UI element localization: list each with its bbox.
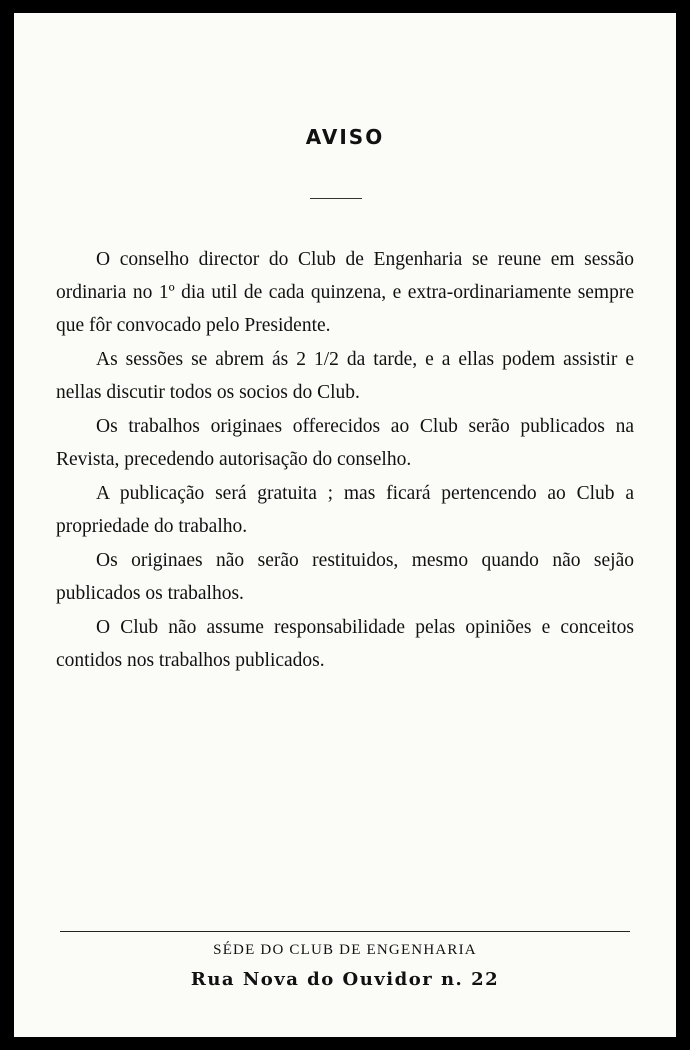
paragraph-originals-not-returned: Os originaes não serão restituidos, mesmo quando não sejão publicados os trabalhos.	[56, 550, 634, 604]
footer-divider	[60, 931, 630, 932]
paragraph-responsibility: O Club não assume responsabilidade pelas opiniões e conceitos contidos nos trabalhos publicados.	[56, 617, 634, 671]
paragraph-council-meetings: O conselho director do Club de Engenharia se reune em sessão ordinaria no 1º dia util de cada quinzena, e extra-ordinariamente sempre que fôr convocado pelo Presidente.	[56, 249, 634, 336]
footer-address: Rua Nova do Ouvidor n. 22	[190, 969, 500, 990]
footer-seat: SÉDE DO CLUB DE ENGENHARIA	[213, 942, 477, 958]
paragraph-original-works: Os trabalhos originaes offerecidos ao Club serão publicados na Revista, precedendo autorisação do conselho.	[56, 416, 634, 470]
notice-body	[56, 243, 634, 677]
notice-page	[14, 13, 676, 1037]
page-title: AVISO	[305, 125, 385, 149]
paragraph-session-times: As sessões se abrem ás 2 1/2 da tarde, e a ellas podem assistir e nellas discutir todos os socios do Club.	[56, 349, 634, 403]
title-divider	[310, 198, 362, 199]
paragraph-publication: A publicação será gratuita ; mas ficará pertencendo ao Club a propriedade do trabalho.	[56, 483, 634, 537]
